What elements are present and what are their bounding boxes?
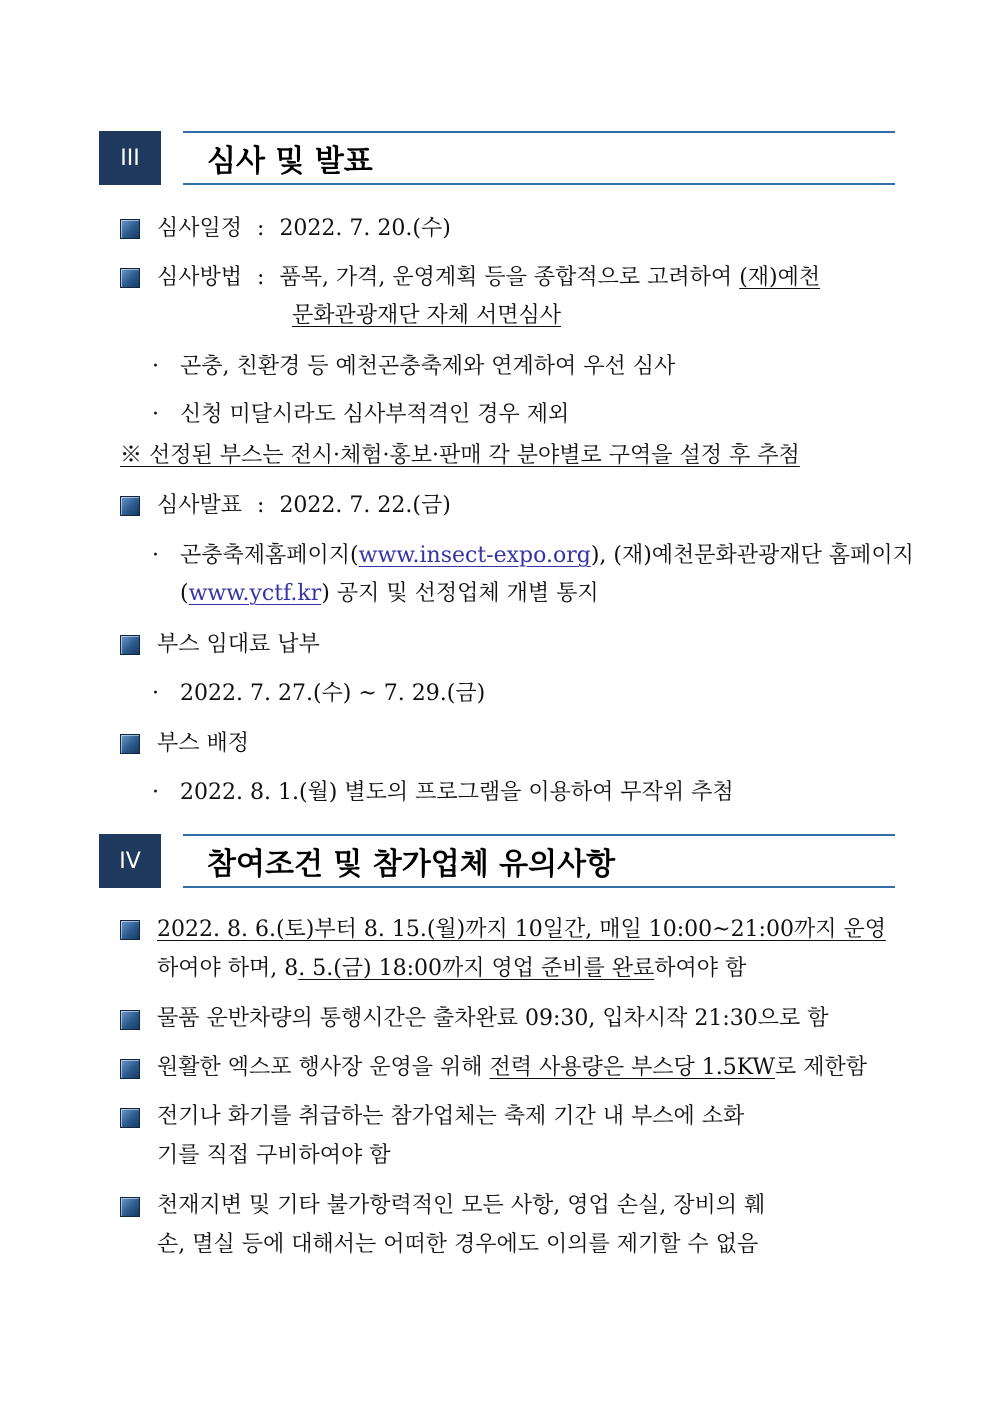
method-line-1 xyxy=(157,263,897,293)
method-bullet-2: 신청 미달시라도 심사부적격인 경우 제외 xyxy=(180,402,570,427)
square-bullet-icon xyxy=(120,1010,140,1030)
dot-bullet: · xyxy=(152,402,159,427)
operation-text-b: 하여야 함 xyxy=(654,956,747,981)
announce-bullet-line-2 xyxy=(180,579,599,609)
fee-bullet: 2022. 7. 27.(수) ~ 7. 29.(금) xyxy=(180,681,486,706)
announce-line xyxy=(157,491,451,521)
announce-text-4: ) 공지 및 선정업체 개별 통지 xyxy=(321,581,599,606)
power-limit-line xyxy=(157,1053,867,1083)
method-underlined-2: 문화관광재단 자체 서면심사 xyxy=(292,303,562,328)
dot-bullet: · xyxy=(152,543,159,568)
section-3-header xyxy=(99,131,895,185)
method-line-2 xyxy=(292,301,561,331)
square-bullet-icon xyxy=(120,219,140,239)
announce-text-3: ( xyxy=(180,581,189,606)
selection-note: ※ 선정된 부스는 전시·체험·홍보·판매 각 분야별로 구역을 설정 후 추첨 xyxy=(120,443,800,468)
schedule-sep: : xyxy=(257,216,265,241)
insect-expo-link[interactable]: www.insect-expo.org xyxy=(358,543,591,568)
extinguisher-line-2: 기를 직접 구비하여야 함 xyxy=(157,1143,391,1168)
power-text-a: 원활한 엑스포 행사장 운영을 위해 xyxy=(157,1055,490,1080)
power-text-b: 로 제한함 xyxy=(775,1055,868,1080)
schedule-line xyxy=(157,214,451,244)
method-text: 품목, 가격, 운영계획 등을 종합적으로 고려하여 xyxy=(279,265,740,290)
operation-hours-line-2 xyxy=(157,954,746,984)
square-bullet-icon xyxy=(120,635,140,655)
announce-text-1: 곤충축제홈페이지( xyxy=(180,543,359,568)
announce-text-2: ), (재)예천문화관광재단 홈페이지 xyxy=(590,543,914,568)
dot-bullet: · xyxy=(152,354,159,379)
announce-value: 2022. 7. 22.(금) xyxy=(279,493,451,518)
square-bullet-icon xyxy=(120,268,140,288)
section-4-header xyxy=(99,834,895,888)
square-bullet-icon xyxy=(120,734,140,754)
dot-bullet: · xyxy=(152,780,159,805)
operation-hours-line-1: 2022. 8. 6.(토)부터 8. 15.(월)까지 10일간, 매일 10:00~21:00까지 운영 xyxy=(157,917,886,942)
section-4-number: IV xyxy=(99,834,161,888)
schedule-label: 심사일정 xyxy=(157,216,243,241)
announce-label: 심사발표 xyxy=(157,493,243,518)
square-bullet-icon xyxy=(120,1197,140,1217)
square-bullet-icon xyxy=(120,496,140,516)
disclaimer-line-1: 천재지변 및 기타 불가항력적인 모든 사항, 영업 손실, 장비의 훼 xyxy=(157,1193,766,1218)
vehicle-hours: 물품 운반차량의 통행시간은 출차완료 09:30, 입차시작 21:30으로 함 xyxy=(157,1006,829,1031)
yctf-link[interactable]: www.yctf.kr xyxy=(188,581,322,606)
method-bullet-1: 곤충, 친환경 등 예천곤충축제와 연계하여 우선 심사 xyxy=(180,354,676,379)
assign-bullet: 2022. 8. 1.(월) 별도의 프로그램을 이용하여 무작위 추첨 xyxy=(180,780,734,805)
section-4-title: 참여조건 및 참가업체 유의사항 xyxy=(183,834,895,888)
section-3-number: III xyxy=(99,131,161,185)
square-bullet-icon xyxy=(120,1108,140,1128)
disclaimer-line-2: 손, 멸실 등에 대해서는 어떠한 경우에도 이의를 제기할 수 없음 xyxy=(157,1232,759,1257)
announce-bullet-line-1 xyxy=(180,541,914,571)
dot-bullet: · xyxy=(152,681,159,706)
method-underlined-1: (재)예천 xyxy=(739,265,821,290)
extinguisher-line-1: 전기나 화기를 취급하는 참가업체는 축제 기간 내 부스에 소화 xyxy=(157,1104,745,1129)
method-label: 심사방법 xyxy=(157,265,243,290)
square-bullet-icon xyxy=(120,920,140,940)
method-sep: : xyxy=(257,265,265,290)
operation-text-a: 하여야 하며, 8 xyxy=(157,956,299,981)
power-underlined: 전력 사용량은 부스당 1.5KW xyxy=(489,1055,775,1080)
assign-label: 부스 배정 xyxy=(157,731,250,756)
announce-sep: : xyxy=(257,493,265,518)
section-3-title: 심사 및 발표 xyxy=(183,131,895,185)
operation-underlined: . 5.(금) 18:00까지 영업 준비를 완료 xyxy=(298,956,655,981)
fee-label: 부스 임대료 납부 xyxy=(157,632,320,657)
square-bullet-icon xyxy=(120,1059,140,1079)
schedule-value: 2022. 7. 20.(수) xyxy=(279,216,451,241)
